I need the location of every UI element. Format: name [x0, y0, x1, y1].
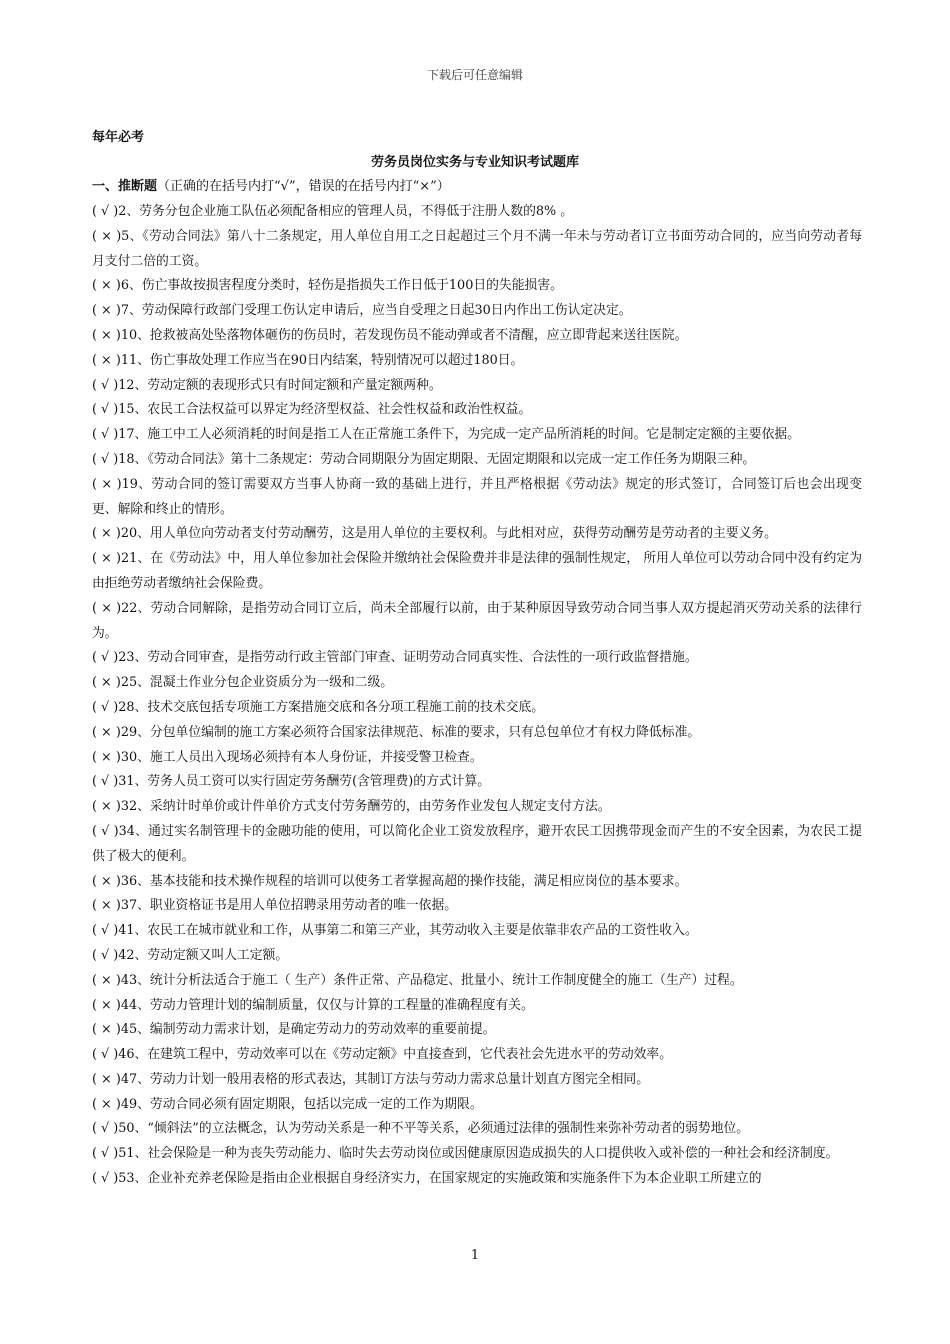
question-item: ( × )22、劳动合同解除，是指劳动合同订立后，尚未全部履行以前，由于某种原因导致劳动合同当事人双方提起消灭劳动关系的法律行为。 — [92, 600, 862, 641]
question-item: ( √ )23、劳动合同审查，是指劳动行政主管部门审查、证明劳动合同真实性、合法性的一项行政监督措施。 — [92, 650, 698, 666]
question-item: ( × )36、基本技能和技术操作规程的培训可以使务工者掌握高超的操作技能，满足相应岗位的基本要求。 — [92, 873, 688, 889]
document-title: 劳务员岗位实务与专业知识考试题库 — [370, 155, 579, 170]
section-heading — [92, 177, 450, 197]
every-year-label: 每年必考 — [92, 130, 145, 145]
question-item: ( × )7、劳动保障行政部门受理工伤认定申请后，应当自受理之日起30日内作出工伤认定决定。 — [92, 303, 632, 319]
header-note: 下载后可任意编辑 — [426, 68, 523, 82]
question-item: ( × )32、采纳计时单价或计件单价方式支付劳务酬劳的，由劳务作业发包人规定支付方法。 — [92, 799, 611, 815]
question-item: ( √ )34、通过实名制管理卡的金融功能的使用，可以简化企业工资发放程序，避开农民工因携带现金而产生的不安全因素，为农民工提供了极大的便利。 — [92, 823, 862, 864]
question-item: ( × )11、伤亡事故处理工作应当在90日内结案，特别情况可以超过180日。 — [92, 352, 524, 368]
question-item: ( × )49、劳动合同必须有固定期限，包括以完成一定的工作为期限。 — [92, 1096, 483, 1112]
question-item: ( √ )42、劳动定额又叫人工定额。 — [92, 947, 289, 963]
question-item: ( × )44、劳动力管理计划的编制质量，仅仅与计算的工程量的准确程度有关。 — [92, 997, 534, 1013]
question-item: ( √ )18、《劳动合同法》第十二条规定：劳动合同期限分为固定期限、无固定期限和以完成一定工作任务为期限三种。 — [92, 451, 756, 467]
section-label: 一、推断题 — [92, 179, 158, 194]
question-item: ( √ )28、技术交底包括专项施工方案措施交底和各分项工程施工前的技术交底。 — [92, 699, 545, 715]
question-item: ( √ )17、施工中工人必须消耗的时间是指工人在正常施工条件下，为完成一定产品所消耗的时间。它是制定定额的主要依据。 — [92, 427, 800, 443]
question-item: ( × )21、在《劳动法》中，用人单位参加社会保险并缴纳社会保险费并非是法律的强制性规定， 所用人单位可以劳动合同中没有约定为由拒绝劳动者缴纳社会保险费。 — [92, 551, 862, 591]
question-item: ( × )25、混凝土作业分包企业资质分为一级和二级。 — [92, 675, 394, 691]
question-item: ( × )43、统计分析法适合于施工（ 生产）条件正常、产品稳定、批量小、统计工作制度健全的施工（生产）过程。 — [92, 972, 743, 988]
question-item: ( × )20、用人单位向劳动者支付劳动酬劳，这是用人单位的主要权利。与此相对应，获得劳动酬劳是劳动者的主要义务。 — [92, 526, 777, 542]
question-list — [92, 200, 862, 1192]
page-number: 1 — [470, 1248, 480, 1263]
question-item: ( √ )51、社会保险是一种为丧失劳动能力、临时失去劳动岗位或因健康原因造成损失的人口提供收入或补偿的一种社会和经济制度。 — [92, 1146, 839, 1162]
question-item: ( √ )46、在建筑工程中，劳动效率可以在《劳动定额》中直接查到，它代表社会先进水平的劳动效率。 — [92, 1047, 673, 1063]
question-item: ( × )19、劳动合同的签订需要双方当事人协商一致的基础上进行，并且严格根据《劳动法》规定的形式签订，合同签订后也会出现变更、解除和终止的情形。 — [92, 476, 862, 517]
question-item: ( × )10、抢救被高处坠落物体砸伤的伤员时，若发现伤员不能动弹或者不清醒，应立即背起来送往医院。 — [92, 327, 688, 343]
section-instruction: （正确的在括号内打“√”，错误的在括号内打“×”） — [157, 179, 450, 194]
question-item: ( √ )12、劳动定额的表现形式只有时间定额和产量定额两种。 — [92, 377, 442, 393]
question-item: ( × )30、施工人员出入现场必须持有本人身份证，并接受警卫检查。 — [92, 749, 483, 765]
question-item: ( × )47、劳动力计划一般用表格的形式表达，其制订方法与劳动力需求总量计划直方图完全相同。 — [92, 1071, 650, 1087]
question-item: ( × )29、分包单位编制的施工方案必须符合国家法律规范、标准的要求，只有总包单位才有权力降低标准。 — [92, 724, 701, 740]
question-item: ( √ )53、企业补充养老保险是指由企业根据自身经济实力，在国家规定的实施政策和实施条件下为本企业职工所建立的 — [92, 1171, 762, 1187]
question-item: ( × )5、《劳动合同法》第八十二条规定，用人单位自用工之日起超过三个月不满一年未与劳动者订立书面劳动合同的，应当向劳动者每月支付二倍的工资。 — [92, 228, 862, 269]
question-item: ( √ )15、农民工合法权益可以界定为经济型权益、社会性权益和政治性权益。 — [92, 402, 532, 418]
question-item: ( √ )50、“倾斜法”的立法概念，认为劳动关系是一种不平等关系，必须通过法律的强制性来弥补劳动者的弱势地位。 — [92, 1121, 750, 1137]
question-item: ( √ )2、劳务分包企业施工队伍必须配备相应的管理人员，不得低于注册人数的8% 。 — [92, 204, 574, 219]
question-item: ( × )37、职业资格证书是用人单位招聘录用劳动者的唯一依据。 — [92, 898, 458, 914]
question-item: ( √ )41、农民工在城市就业和工作，从事第二和第三产业，其劳动收入主要是依靠非农产品的工资性收入。 — [92, 923, 698, 939]
question-item: ( √ )31、劳务人员工资可以实行固定劳务酬劳(含管理费)的方式计算。 — [92, 774, 491, 790]
question-item: ( × )45、编制劳动力需求计划，是确定劳动力的劳动效率的重要前提。 — [92, 1022, 496, 1038]
question-item: ( × )6、伤亡事故按损害程度分类时，轻伤是指损失工作日低于100日的失能损害。 — [92, 278, 563, 294]
